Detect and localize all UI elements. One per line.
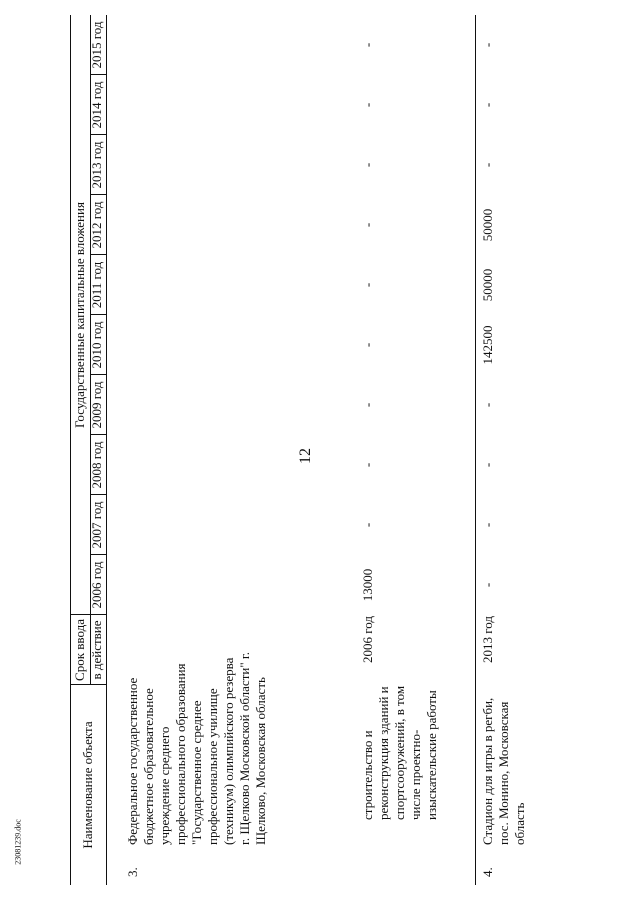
investment-value: -	[360, 342, 375, 348]
investment-value: -	[480, 522, 495, 528]
investment-value: -	[480, 402, 495, 408]
investment-value: 13000	[360, 568, 375, 602]
investment-value: -	[360, 402, 375, 408]
commissioning-term: 2006 год	[360, 616, 375, 663]
document-id: 23081239.doc	[13, 819, 23, 865]
investment-value: -	[480, 42, 495, 48]
investment-value: -	[360, 522, 375, 528]
investment-value: -	[360, 462, 375, 468]
header-object-name: Наименование объекта	[80, 721, 95, 849]
investment-value: 50000	[480, 208, 495, 242]
header-year: 2010 год	[89, 321, 104, 369]
capital-investment-table	[70, 15, 590, 885]
object-name: Стадион для игры в регби, пос. Монино, Московская область	[480, 697, 527, 845]
object-name: строительство и реконструкция зданий и спортсооружений, в том числе проектно-изыскательские работы	[360, 685, 439, 820]
table-top-rule	[70, 15, 71, 885]
header-year: 2011 год	[89, 261, 104, 309]
header-year: 2012 год	[89, 201, 104, 249]
investment-value: -	[360, 282, 375, 288]
header-term-line1: Срок ввода	[72, 619, 87, 681]
investment-value: -	[480, 462, 495, 468]
header-year: 2015 год	[89, 21, 104, 69]
investment-value: 142500	[480, 325, 495, 365]
row-number: 3.	[125, 867, 140, 877]
header-year: 2014 год	[89, 81, 104, 129]
investment-value: -	[360, 102, 375, 108]
investment-value: -	[480, 162, 495, 168]
commissioning-term: 2013 год	[480, 616, 495, 663]
investment-value: -	[480, 582, 495, 588]
investment-value: -	[480, 102, 495, 108]
header-capital-investments: Государственные капитальные вложения	[72, 202, 87, 428]
investment-value: -	[360, 162, 375, 168]
page-number: 12	[297, 448, 314, 464]
object-name: Федеральное государственное бюджетное образовательное учреждение среднего профессионального образования "Государственное среднее профессиональное училище (техникум) олимпийского резерва г. Щелково Московской области" г. Щелково, Московская область	[125, 651, 268, 845]
header-bottom-rule	[106, 15, 107, 885]
header-year: 2009 год	[89, 381, 104, 429]
header-year: 2007 год	[89, 501, 104, 549]
header-year: 2006 год	[89, 561, 104, 609]
header-year: 2008 год	[89, 441, 104, 489]
investment-value: -	[360, 222, 375, 228]
investment-value: -	[360, 42, 375, 48]
header-year: 2013 год	[89, 141, 104, 189]
row-separator	[475, 15, 476, 885]
row-number: 4.	[480, 867, 495, 877]
investment-value: 50000	[480, 268, 495, 302]
header-term-line2: в действие	[89, 620, 104, 680]
